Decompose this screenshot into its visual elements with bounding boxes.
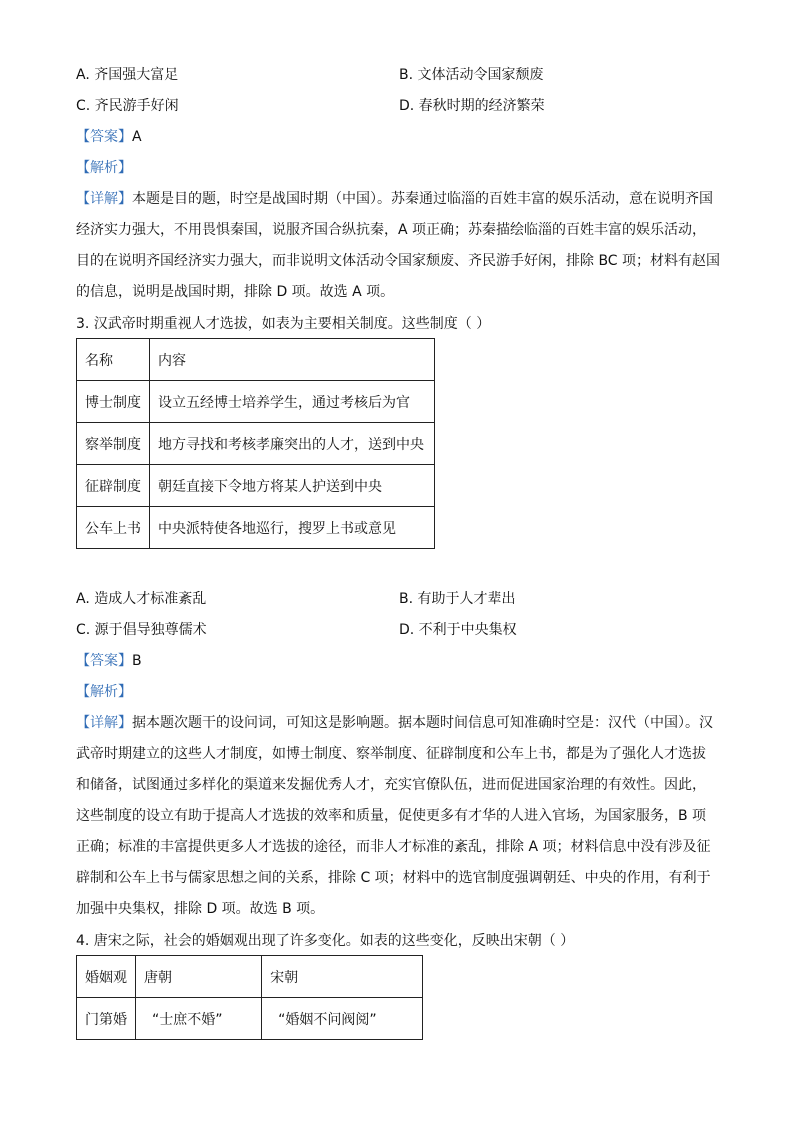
detail-text: 本题是目的题，时空是战国时期（中国）。苏秦通过临淄的百姓丰富的娱乐活动，意在说明齐国 — [132, 191, 713, 207]
table-header-cell: 名称 — [77, 339, 150, 381]
q3-detail-line: 正确；标准的丰富提供更多人才选拔的途径，而非人才标准的紊乱，排除 A 项；材料信息中没有涉及征 — [76, 839, 711, 855]
table-row — [77, 998, 423, 1040]
q4-stem: 4. 唐宋之际，社会的婚姻观出现了许多变化。如表的这些变化，反映出宋朝（ ） — [76, 933, 575, 949]
q2-option-c: C. 齐民游手好闲 — [76, 98, 179, 114]
q3-stem: 3. 汉武帝时期重视人才选拔，如表为主要相关制度。这些制度（ ） — [76, 316, 491, 332]
q2-option-a: A. 齐国强大富足 — [76, 67, 179, 83]
q2-detail-line — [76, 188, 713, 208]
table-header-cell: 婚姻观 — [77, 956, 136, 998]
q3-detail-line: 和储备，试图通过多样化的渠道来发掘优秀人才，充实官僚队伍，进而促进国家治理的有效性。因此， — [76, 777, 706, 793]
table-row — [77, 465, 435, 507]
q2-option-b: B. 文体活动令国家颓废 — [399, 67, 544, 83]
q3-detail-line: 武帝时期建立的这些人才制度，如博士制度、察举制度、征辟制度和公车上书，都是为了强化人才选拔 — [76, 746, 706, 762]
q3-option-d: D. 不利于中央集权 — [399, 622, 517, 638]
q3-analysis-label: 【解析】 — [76, 684, 132, 700]
table-header-row — [77, 339, 435, 381]
table-cell: “士庶不婚” — [136, 998, 262, 1040]
q2-detail-line: 的信息，说明是战国时期，排除 D 项。故选 A 项。 — [76, 284, 395, 300]
q3-detail-line — [76, 712, 713, 732]
table-cell: 博士制度 — [77, 381, 150, 423]
q2-detail-line: 经济实力强大，不用畏惧秦国，说服齐国合纵抗秦，A 项正确；苏秦描绘临淄的百姓丰富的娱乐活动， — [76, 222, 707, 238]
table-row — [77, 507, 435, 549]
table-cell: “婚姻不问阀阅” — [262, 998, 423, 1040]
q3-option-b: B. 有助于人才辈出 — [399, 591, 516, 607]
answer-value: B — [132, 653, 142, 669]
q2-answer — [76, 126, 142, 146]
q4-table — [76, 955, 423, 1040]
answer-value: A — [132, 129, 142, 145]
table-header-row — [77, 956, 423, 998]
table-cell: 公车上书 — [77, 507, 150, 549]
q3-table — [76, 338, 435, 549]
q2-detail-line: 目的在说明齐国经济实力强大，而非说明文体活动令国家颓废、齐民游手好闲，排除 BC 项；材料有赵国 — [76, 253, 721, 269]
q3-detail-line: 辟制和公车上书与儒家思想之间的关系，排除 C 项；材料中的选官制度强调朝廷、中央的作用，有利于 — [76, 870, 711, 886]
table-header-cell: 内容 — [150, 339, 435, 381]
detail-label: 【详解】 — [76, 715, 132, 731]
q3-answer — [76, 650, 142, 670]
q2-option-d: D. 春秋时期的经济繁荣 — [399, 98, 545, 114]
table-header-cell: 宋朝 — [262, 956, 423, 998]
q2-analysis-label: 【解析】 — [76, 160, 132, 176]
q3-option-a: A. 造成人才标准紊乱 — [76, 591, 207, 607]
detail-label: 【详解】 — [76, 191, 132, 207]
table-cell: 设立五经博士培养学生，通过考核后为官 — [150, 381, 435, 423]
answer-label: 【答案】 — [76, 129, 132, 145]
q3-detail-line: 这些制度的设立有助于提高人才选拔的效率和质量，促使更多有才华的人进入官场，为国家服务，B 项 — [76, 808, 707, 824]
table-cell: 中央派特使各地巡行，搜罗上书或意见 — [150, 507, 435, 549]
detail-text: 据本题次题干的设问词，可知这是影响题。据本题时间信息可知准确时空是：汉代（中国）。汉 — [132, 715, 713, 731]
table-cell: 门第婚 — [77, 998, 136, 1040]
table-cell: 地方寻找和考核孝廉突出的人才，送到中央 — [150, 423, 435, 465]
table-cell: 察举制度 — [77, 423, 150, 465]
table-cell: 征辟制度 — [77, 465, 150, 507]
q3-detail-line: 加强中央集权，排除 D 项。故选 B 项。 — [76, 901, 325, 917]
table-header-cell: 唐朝 — [136, 956, 262, 998]
table-cell: 朝廷直接下令地方将某人护送到中央 — [150, 465, 435, 507]
table-row — [77, 423, 435, 465]
q3-option-c: C. 源于倡导独尊儒术 — [76, 622, 207, 638]
table-row — [77, 381, 435, 423]
answer-label: 【答案】 — [76, 653, 132, 669]
